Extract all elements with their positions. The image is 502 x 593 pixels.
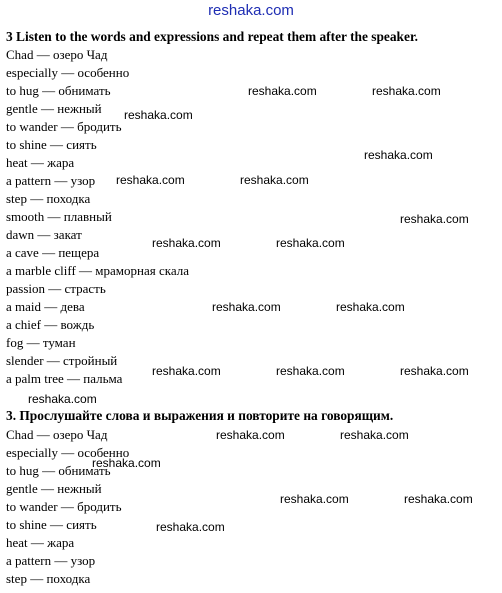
watermark-text: reshaka.com — [216, 428, 285, 442]
vocab-line: passion — страсть — [6, 281, 106, 296]
vocab-line: to wander — бродить — [6, 119, 122, 134]
watermark-text: reshaka.com — [156, 520, 225, 534]
vocab-line: to shine — сиять — [6, 137, 97, 152]
watermark-text: reshaka.com — [340, 428, 409, 442]
vocab-line: a marble cliff — мраморная скала — [6, 263, 189, 278]
watermark-text: reshaka.com — [276, 236, 345, 250]
vocab-line: fog — туман — [6, 335, 76, 350]
vocab-line: to shine — сиять — [6, 517, 97, 532]
vocab-line: a maid — дева — [6, 299, 85, 314]
vocab-line: a pattern — узор — [6, 173, 96, 188]
vocab-line: Chad — озеро Чад — [6, 427, 108, 442]
vocab-line: step — походка — [6, 191, 91, 206]
watermark-text: reshaka.com — [28, 392, 97, 406]
watermark-text: reshaka.com — [400, 212, 469, 226]
watermark-text: reshaka.com — [400, 364, 469, 378]
vocab-line: dawn — закат — [6, 227, 82, 242]
site-watermark-top: reshaka.com — [208, 2, 294, 19]
exercise-heading-ru: 3. Прослушайте слова и выражения и повторите на говорящим. — [6, 408, 394, 423]
vocab-line: a pattern — узор — [6, 553, 96, 568]
vocab-line: a cave — пещера — [6, 245, 100, 260]
watermark-text: reshaka.com — [336, 300, 405, 314]
exercise-heading-en: 3 Listen to the words and expressions and repeat them after the speaker. — [6, 29, 419, 44]
vocab-line: step — походка — [6, 571, 91, 586]
vocab-line: especially — особенно — [6, 65, 130, 80]
watermark-text: reshaka.com — [124, 108, 193, 122]
vocab-line: to wander — бродить — [6, 499, 122, 514]
vocab-line: heat — жара — [6, 155, 75, 170]
watermark-text: reshaka.com — [280, 492, 349, 506]
vocab-line: gentle — нежный — [6, 481, 102, 496]
vocab-line: smooth — плавный — [6, 209, 112, 224]
watermark-text: reshaka.com — [212, 300, 281, 314]
watermark-text: reshaka.com — [404, 492, 473, 506]
watermark-text: reshaka.com — [92, 456, 161, 470]
vocab-line: Chad — озеро Чад — [6, 47, 108, 62]
watermark-text: reshaka.com — [116, 173, 185, 187]
watermark-text: reshaka.com — [372, 84, 441, 98]
watermark-text: reshaka.com — [248, 84, 317, 98]
vocab-line: to hug — обнимать — [6, 463, 111, 478]
watermark-text: reshaka.com — [240, 173, 309, 187]
vocab-line: to hug — обнимать — [6, 83, 111, 98]
vocab-line: especially — особенно — [6, 445, 130, 460]
watermark-text: reshaka.com — [364, 148, 433, 162]
vocab-line: heat — жара — [6, 535, 75, 550]
vocab-line: a palm tree — пальма — [6, 371, 123, 386]
vocab-line: gentle — нежный — [6, 101, 102, 116]
vocab-line: a chief — вождь — [6, 317, 95, 332]
vocab-line: slender — стройный — [6, 353, 118, 368]
watermark-text: reshaka.com — [152, 236, 221, 250]
watermark-text: reshaka.com — [152, 364, 221, 378]
watermark-text: reshaka.com — [276, 364, 345, 378]
